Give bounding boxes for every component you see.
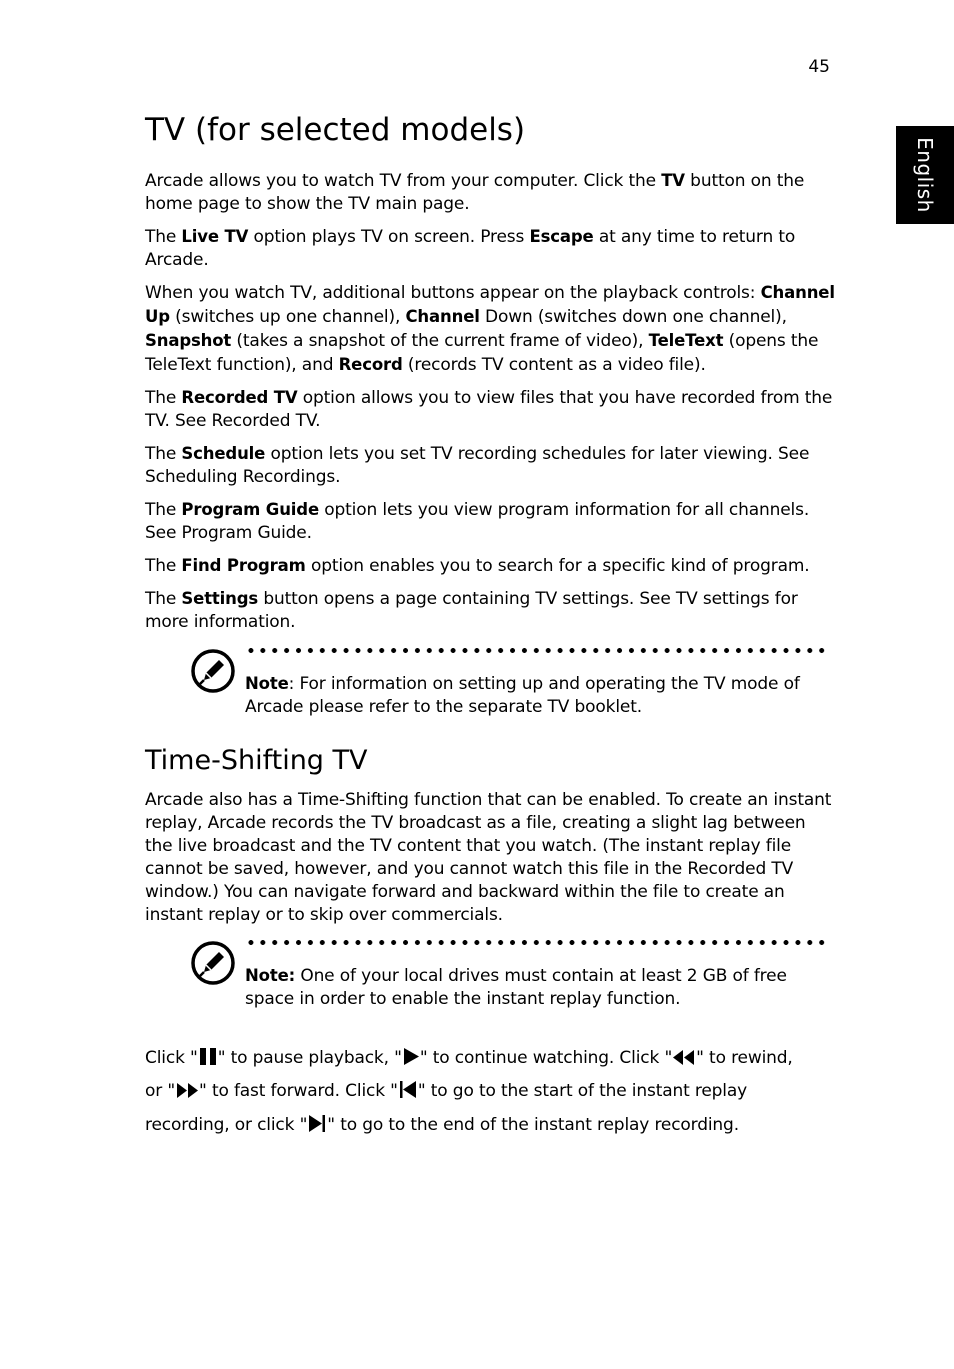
text: button opens a page containing TV settings. See TV settings for more information. <box>145 589 798 633</box>
program-guide-paragraph <box>145 498 835 545</box>
section-title: Time-Shifting TV <box>145 745 368 777</box>
text: The <box>145 556 182 577</box>
text: (takes a snapshot of the current frame of video), <box>231 331 649 352</box>
text: (records TV content as a video file). <box>402 355 706 376</box>
rewind-icon <box>672 1049 696 1066</box>
skip-to-start-icon <box>398 1080 418 1099</box>
language-tab <box>896 126 954 224</box>
text: " to continue watching. Click " <box>419 1047 673 1068</box>
text: The <box>145 589 182 610</box>
page-title: TV (for selected models) <box>145 112 526 148</box>
recorded-tv-paragraph <box>145 386 835 433</box>
text: " to go to the end of the instant replay recording. <box>327 1114 739 1135</box>
text: option plays TV on screen. Press <box>248 227 530 248</box>
page-content <box>145 112 835 1137</box>
bold-term: Find Program <box>181 556 306 576</box>
text: option enables you to search for a specific kind of program. <box>305 556 810 577</box>
page-number: 45 <box>808 57 830 77</box>
text: " to pause playback, " <box>217 1047 402 1068</box>
text: " to fast forward. Click " <box>199 1080 398 1101</box>
text: or " <box>145 1080 176 1101</box>
text: Down (switches down one channel), <box>479 307 787 328</box>
time-shifting-paragraph: Arcade also has a Time-Shifting function that can be enabled. To create an instant replay, Arcade records the TV broadcast as a file, creating a slight lag between the live broadcast and the TV content that you watch. (The instant replay file cannot be saved, however, and you cannot watch this file in the Recorded TV window.) You can navigate forward and backward within the file to create an instant replay or to skip over commercials. <box>145 789 832 925</box>
text: option allows you to view files that you have recorded from the TV. See Recorded TV. <box>145 388 833 432</box>
text: (opens the TeleText function), and <box>145 331 819 376</box>
bold-term: Record <box>338 355 403 375</box>
bold-term: Escape <box>529 227 594 247</box>
dotted-divider <box>245 940 830 945</box>
instruction-line <box>145 1114 835 1137</box>
text: The <box>145 500 182 521</box>
bold-term: Schedule <box>181 444 266 464</box>
instruction-line <box>145 1047 835 1070</box>
text: One of your local drives must contain at least 2 GB of free space in order to enable the instant replay function. <box>245 965 787 1009</box>
note-label: Note: <box>245 965 296 985</box>
bold-term: Channel Up <box>145 283 835 327</box>
note-box <box>145 648 835 719</box>
skip-to-end-icon <box>307 1114 327 1133</box>
text: The <box>145 388 182 409</box>
text: button on the home page to show the TV main page. <box>145 171 805 215</box>
bold-term: Recorded TV <box>181 388 298 408</box>
text: " to rewind, <box>696 1047 793 1068</box>
note-pen-icon <box>190 940 236 986</box>
dotted-divider <box>245 648 830 653</box>
bold-term: TV <box>661 171 685 191</box>
instruction-line <box>145 1080 835 1103</box>
text: Arcade allows you to watch TV from your computer. Click the <box>145 171 662 192</box>
text: The <box>145 444 182 465</box>
live-tv-paragraph <box>145 225 835 272</box>
note-text <box>245 964 835 1011</box>
text: at any time to return to Arcade. <box>145 227 796 271</box>
pause-icon <box>198 1047 218 1066</box>
bold-term: Channel <box>405 307 480 327</box>
note-box <box>145 940 835 1011</box>
controls-paragraph <box>145 281 835 377</box>
text: : For information on setting up and operating the TV mode of Arcade please refer to the separate TV booklet. <box>245 674 800 718</box>
bold-term: TeleText <box>648 331 724 351</box>
bold-term: Live TV <box>181 227 249 247</box>
bold-term: Snapshot <box>145 331 232 351</box>
text: (switches up one channel), <box>169 307 406 328</box>
language-tab-label: English <box>913 137 937 213</box>
playback-instructions <box>145 1047 835 1137</box>
text: option lets you set TV recording schedules for later viewing. See Scheduling Recordings. <box>145 444 810 488</box>
bold-term: Settings <box>181 589 259 609</box>
note-pen-icon <box>190 648 236 694</box>
note-text <box>245 672 835 719</box>
bold-term: Program Guide <box>181 500 320 520</box>
settings-paragraph <box>145 587 835 634</box>
schedule-paragraph <box>145 442 835 489</box>
play-icon <box>402 1047 420 1066</box>
intro-paragraph <box>145 169 835 216</box>
text: When you watch TV, additional buttons appear on the playback controls: <box>145 283 761 304</box>
text: The <box>145 227 182 248</box>
text: " to go to the start of the instant replay <box>417 1080 748 1101</box>
note-label: Note <box>245 674 289 694</box>
text: recording, or click " <box>145 1114 308 1135</box>
find-program-paragraph <box>145 554 835 578</box>
text: option lets you view program information for all channels. See Program Guide. <box>145 500 810 544</box>
text: Click " <box>145 1047 198 1068</box>
fast-forward-icon <box>175 1082 199 1099</box>
